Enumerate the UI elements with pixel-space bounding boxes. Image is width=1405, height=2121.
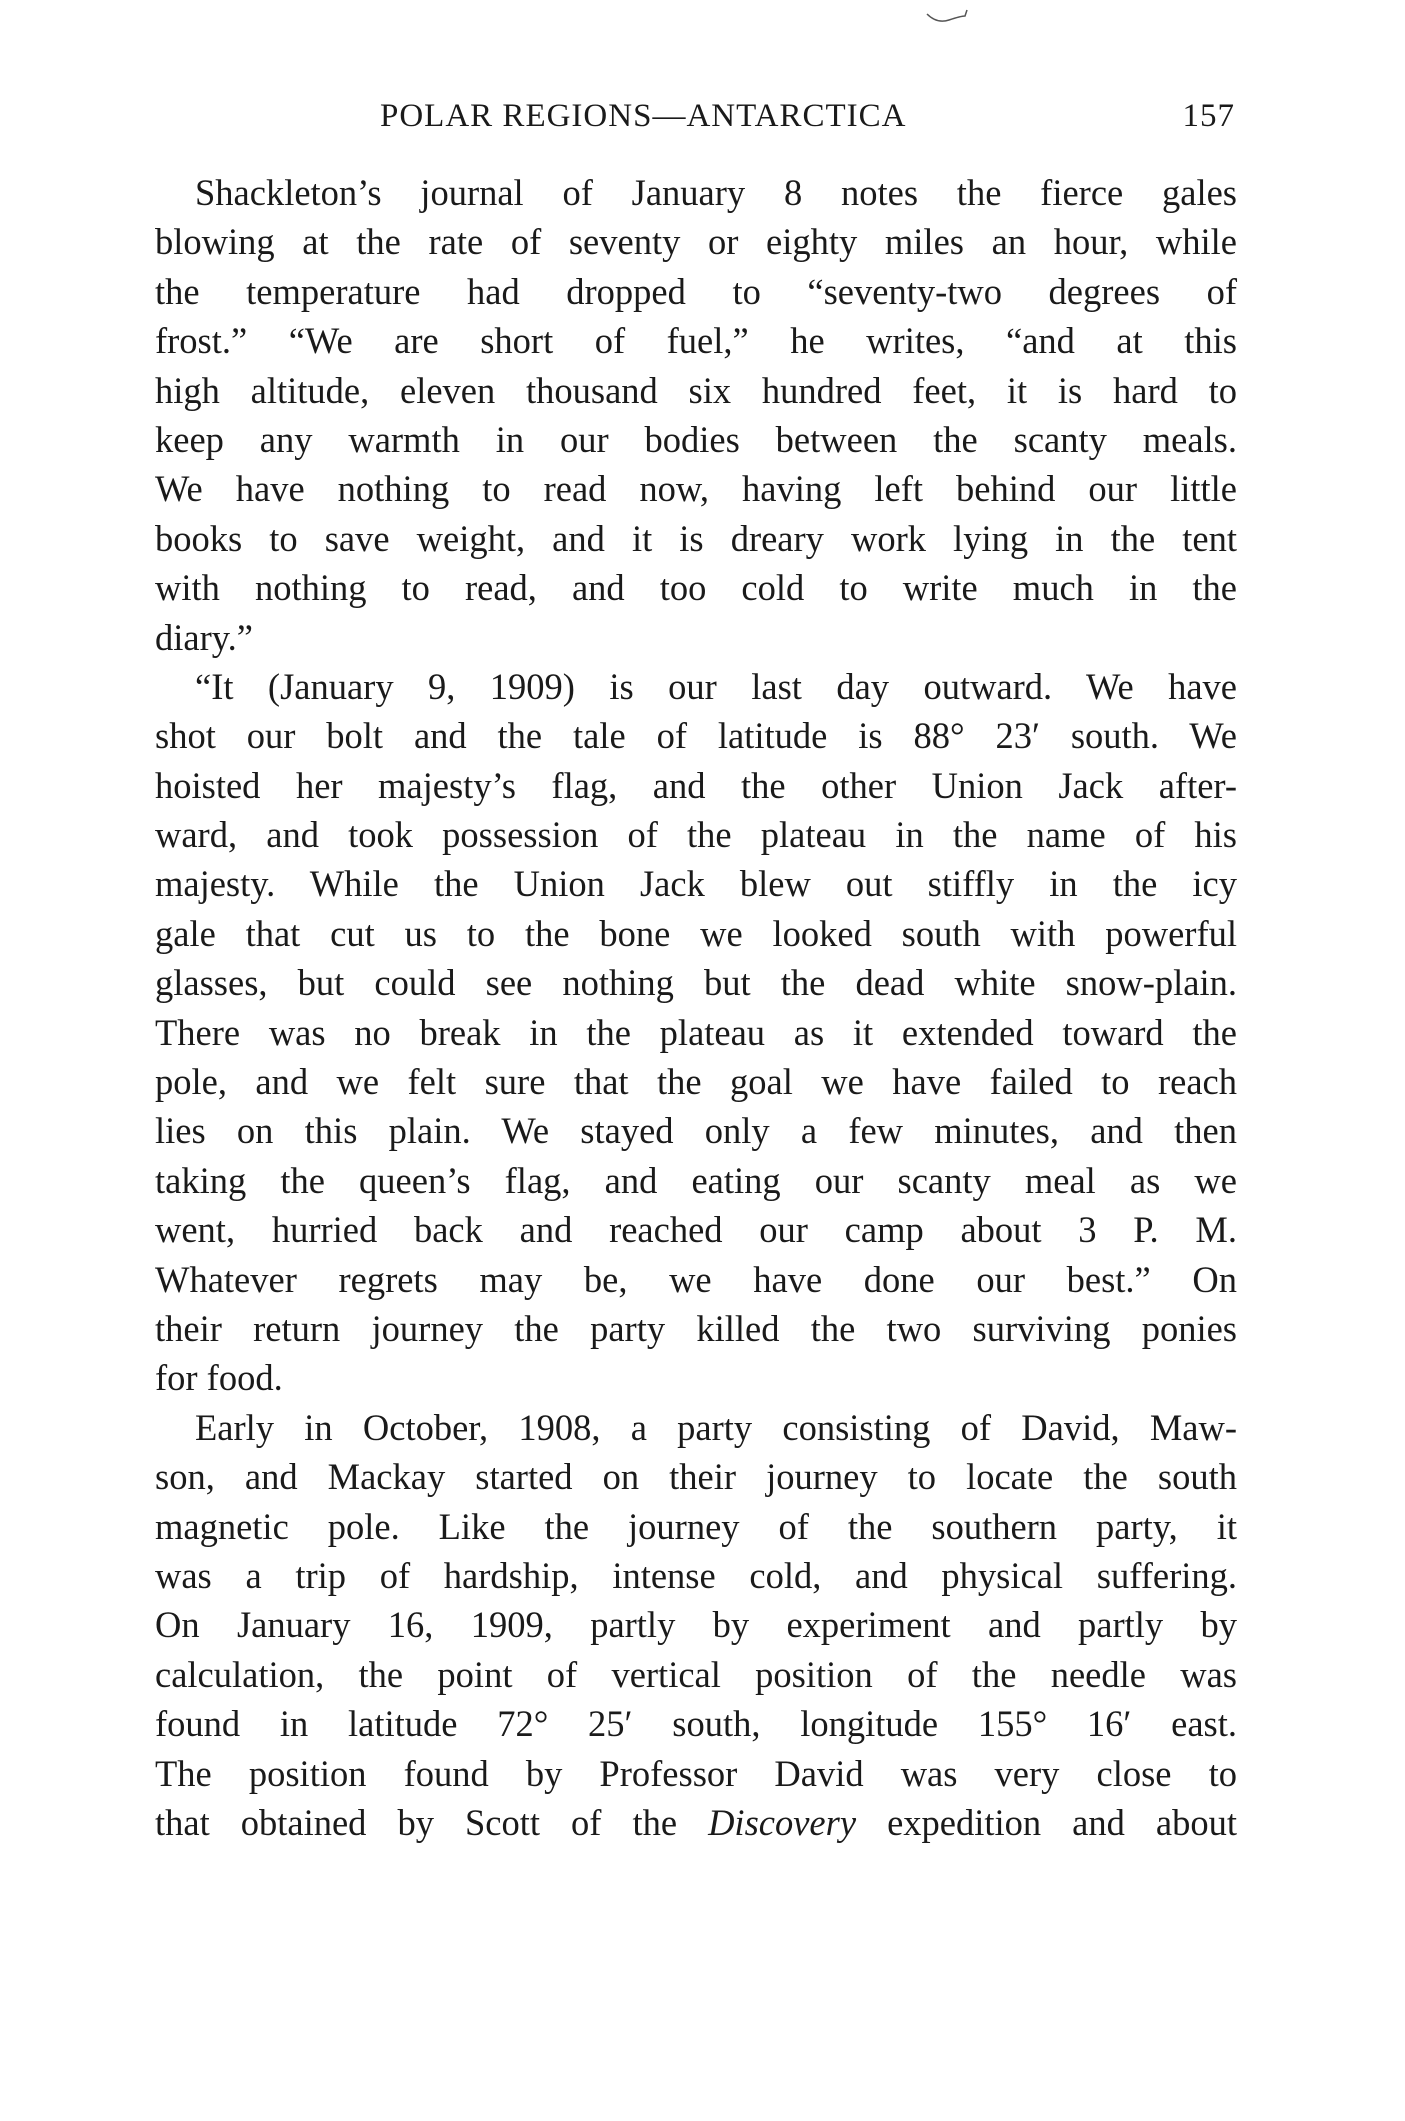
- text-line: calculation, the point of vertical position of the needle was: [155, 1653, 1237, 1695]
- text-line: diary.”: [155, 616, 253, 658]
- text-line: Shackleton’s journal of January 8 notes the fierce gales: [195, 172, 1237, 213]
- text-line: was a trip of hardship, intense cold, and physical suffering.: [155, 1554, 1237, 1596]
- text-line-final: [155, 1798, 1237, 1847]
- text-run: that obtained by Scott of the: [155, 1801, 709, 1843]
- text-line: ward, and took possession of the plateau in the name of his: [155, 814, 1237, 856]
- paragraph: [155, 168, 1237, 662]
- text-line: magnetic pole. Like the journey of the southern party, it: [155, 1505, 1237, 1547]
- text-line: We have nothing to read now, having left behind our little: [155, 468, 1237, 510]
- pencil-mark-icon: [925, 8, 971, 26]
- text-line: The position found by Professor David was very close to: [155, 1752, 1237, 1794]
- text-line: for food.: [155, 1357, 283, 1399]
- paragraph: [155, 662, 1237, 1403]
- paragraph: [155, 1403, 1237, 1848]
- text-line: with nothing to read, and too cold to write much in the: [155, 567, 1237, 609]
- running-head: [155, 98, 1235, 148]
- text-line: majesty. While the Union Jack blew out stiffly in the icy: [155, 863, 1237, 905]
- text-line: There was no break in the plateau as it extended toward the: [155, 1011, 1237, 1053]
- text-line: glasses, but could see nothing but the dead white snow-plain.: [155, 962, 1237, 1004]
- text-line: gale that cut us to the bone we looked south with powerful: [155, 912, 1237, 954]
- ship-name: Discovery: [708, 1801, 857, 1843]
- page-number: 157: [1182, 98, 1235, 134]
- text-line: son, and Mackay started on their journey to locate the south: [155, 1456, 1237, 1498]
- text-line: books to save weight, and it is dreary work lying in the tent: [155, 517, 1237, 559]
- text-line: lies on this plain. We stayed only a few minutes, and then: [155, 1110, 1237, 1152]
- text-line: hoisted her majesty’s flag, and the other Union Jack after-: [155, 764, 1237, 806]
- body-text: [155, 168, 1237, 1847]
- text-line: shot our bolt and the tale of latitude is 88° 23′ south. We: [155, 715, 1237, 757]
- text-line: frost.” “We are short of fuel,” he writes, “and at this: [155, 320, 1237, 362]
- text-line: went, hurried back and reached our camp about 3 P. M.: [155, 1209, 1237, 1251]
- text-line: Early in October, 1908, a party consisting of David, Maw-: [195, 1406, 1237, 1448]
- text-line: high altitude, eleven thousand six hundred feet, it is hard to: [155, 369, 1237, 411]
- text-line: keep any warmth in our bodies between the scanty meals.: [155, 418, 1237, 460]
- running-title: POLAR REGIONS—ANTARCTICA: [380, 98, 907, 134]
- text-line: found in latitude 72° 25′ south, longitude 155° 16′ east.: [155, 1703, 1237, 1745]
- text-line: On January 16, 1909, partly by experiment and partly by: [155, 1604, 1237, 1646]
- text-line: their return journey the party killed the two surviving ponies: [155, 1307, 1237, 1349]
- text-line: pole, and we felt sure that the goal we have failed to reach: [155, 1061, 1237, 1103]
- text-line: “It (January 9, 1909) is our last day outward. We have: [195, 665, 1237, 707]
- text-line: Whatever regrets may be, we have done our best.” On: [155, 1258, 1237, 1300]
- text-run: expedition and about: [856, 1801, 1237, 1843]
- text-line: the temperature had dropped to “seventy-two degrees of: [155, 270, 1237, 312]
- text-line: blowing at the rate of seventy or eighty miles an hour, while: [155, 221, 1237, 263]
- text-line: taking the queen’s flag, and eating our scanty meal as we: [155, 1159, 1237, 1201]
